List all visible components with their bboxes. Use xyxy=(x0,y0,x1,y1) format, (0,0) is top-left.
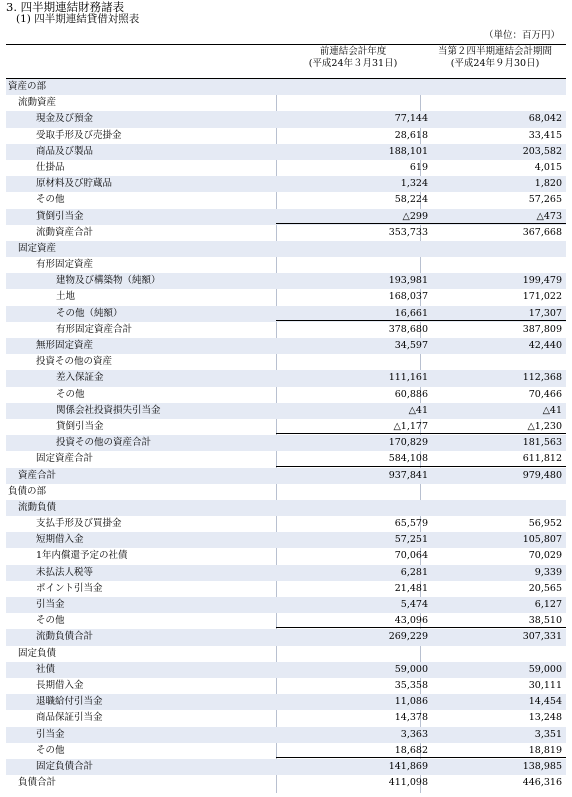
current-quarter-value: 307,331 xyxy=(522,631,562,643)
prior-year-value: 5,474 xyxy=(400,599,428,610)
row-label: 有形固定資産合計 xyxy=(56,323,133,335)
table-row xyxy=(6,322,566,338)
row-label: 関係会社投資損失引当金 xyxy=(56,404,161,416)
table-top-rule xyxy=(6,44,566,45)
table-row xyxy=(6,743,566,759)
table-row xyxy=(6,128,566,144)
table-row xyxy=(6,370,566,386)
row-label: 仕掛品 xyxy=(36,161,65,173)
current-quarter-value: △41 xyxy=(542,404,562,416)
table-row xyxy=(6,111,566,127)
prior-year-value: 269,229 xyxy=(388,631,428,643)
table-row xyxy=(6,532,566,548)
column-header-prior-year-line2: (平成24年３月31日) xyxy=(308,58,398,69)
subtotal-rule xyxy=(276,223,426,224)
prior-year-value: 3,363 xyxy=(400,728,428,740)
row-label: 投資その他の資産 xyxy=(36,356,113,368)
prior-year-value: 60,886 xyxy=(394,388,428,400)
current-quarter-value: 979,480 xyxy=(522,469,562,481)
row-label: 長期借入金 xyxy=(36,679,84,691)
current-quarter-value: 6,127 xyxy=(534,599,562,610)
table-row xyxy=(6,468,566,484)
row-label: 引当金 xyxy=(36,599,65,610)
table-row xyxy=(6,565,566,581)
current-quarter-value: 367,668 xyxy=(522,226,562,238)
table-row xyxy=(6,354,566,370)
prior-year-value: 70,064 xyxy=(394,550,428,562)
table-row xyxy=(6,581,566,597)
row-label: 土地 xyxy=(56,291,76,303)
prior-year-value: 937,841 xyxy=(388,469,428,481)
current-quarter-value: 17,307 xyxy=(528,307,562,319)
row-label: 資産の部 xyxy=(8,81,47,92)
table-row xyxy=(6,548,566,564)
prior-year-value: 43,096 xyxy=(394,615,428,627)
current-quarter-value: 3,351 xyxy=(534,728,562,740)
row-label: 無形固定資産 xyxy=(36,340,94,351)
balance-sheet-table xyxy=(6,79,566,791)
prior-year-value: 584,108 xyxy=(388,453,428,465)
prior-year-value: 188,101 xyxy=(388,145,428,157)
subtotal-rule xyxy=(276,757,426,758)
current-quarter-value: 70,029 xyxy=(528,550,562,562)
table-row xyxy=(6,646,566,662)
row-label: その他 xyxy=(36,744,65,756)
row-label: 負債の部 xyxy=(8,485,47,497)
current-quarter-value: 171,022 xyxy=(522,291,562,303)
table-row xyxy=(6,306,566,322)
current-quarter-value: 14,454 xyxy=(528,696,562,708)
table-row xyxy=(6,629,566,645)
prior-year-value: 58,224 xyxy=(394,194,428,206)
table-row xyxy=(6,419,566,435)
subtotal-rule xyxy=(276,627,426,628)
row-label: その他 xyxy=(36,615,65,627)
row-label: 負債合計 xyxy=(18,777,57,789)
subtotal-rule xyxy=(420,627,566,628)
row-label: 商品保証引当金 xyxy=(36,712,103,724)
subsection-title: (1) 四半期連結貸借対照表 xyxy=(16,13,140,25)
row-label: 有形固定資産 xyxy=(36,259,94,271)
current-quarter-value: 33,415 xyxy=(528,129,562,141)
subtotal-rule xyxy=(276,466,426,467)
subtotal-rule xyxy=(276,320,426,321)
row-label: 支払手形及び買掛金 xyxy=(36,518,122,530)
row-label: その他（純額） xyxy=(56,307,123,319)
row-label: 資産合計 xyxy=(18,469,57,481)
column-header-current-quarter xyxy=(420,46,570,70)
subtotal-rule xyxy=(420,433,566,434)
table-row xyxy=(6,662,566,678)
prior-year-value: 35,358 xyxy=(394,679,428,691)
row-label: 貸倒引当金 xyxy=(56,420,104,432)
subtotal-rule xyxy=(276,433,426,434)
row-label: その他 xyxy=(36,194,65,206)
prior-year-value: 14,378 xyxy=(394,712,428,724)
prior-year-value: 111,161 xyxy=(388,372,428,384)
prior-year-value: 6,281 xyxy=(400,566,428,578)
prior-year-value: 77,144 xyxy=(394,113,428,125)
table-row xyxy=(6,95,566,111)
row-label: ポイント引当金 xyxy=(36,582,103,594)
table-row xyxy=(6,451,566,467)
section-title: 3. 四半期連結財務諸表 xyxy=(6,0,125,14)
table-row xyxy=(6,435,566,451)
table-row xyxy=(6,597,566,613)
prior-year-value: 378,680 xyxy=(388,323,428,335)
prior-year-value: △41 xyxy=(408,404,428,416)
current-quarter-value: 181,563 xyxy=(522,437,562,449)
row-label: 受取手形及び売掛金 xyxy=(36,129,122,141)
prior-year-value: 170,829 xyxy=(388,437,428,449)
table-row xyxy=(6,759,566,775)
prior-year-value: 57,251 xyxy=(394,534,428,546)
row-label: 流動負債 xyxy=(18,501,57,513)
prior-year-value: 619 xyxy=(409,161,428,173)
row-label: 貸倒引当金 xyxy=(36,210,84,222)
table-row xyxy=(6,775,566,791)
table-row xyxy=(6,241,566,257)
current-quarter-value: 68,042 xyxy=(528,113,562,125)
prior-year-value: 34,597 xyxy=(394,340,428,351)
row-label: 固定負債合計 xyxy=(36,760,94,772)
row-label: 固定負債 xyxy=(18,647,57,659)
prior-year-value: 11,086 xyxy=(394,696,428,708)
row-label: 流動負債合計 xyxy=(36,631,94,643)
subtotal-rule xyxy=(420,466,566,467)
current-quarter-value: 199,479 xyxy=(522,275,562,287)
current-quarter-value: 30,111 xyxy=(528,679,562,691)
current-quarter-value: 105,807 xyxy=(522,534,562,546)
row-label: その他 xyxy=(56,388,85,400)
table-row xyxy=(6,338,566,354)
prior-year-value: △1,177 xyxy=(393,420,428,432)
table-row xyxy=(6,192,566,208)
row-label: 退職給付引当金 xyxy=(36,696,103,708)
current-quarter-value: 70,466 xyxy=(528,388,562,400)
table-row xyxy=(6,387,566,403)
row-label: 差入保証金 xyxy=(56,372,104,384)
unit-label: （単位：百万円） xyxy=(483,30,560,41)
table-row xyxy=(6,79,566,95)
current-quarter-value: 203,582 xyxy=(522,145,562,157)
current-quarter-value: 9,339 xyxy=(534,566,562,578)
row-label: 1年内償還予定の社債 xyxy=(36,550,128,562)
prior-year-value: 141,869 xyxy=(388,760,428,772)
table-row xyxy=(6,257,566,273)
prior-year-value: 193,981 xyxy=(388,275,428,287)
subtotal-rule xyxy=(420,223,566,224)
table-row xyxy=(6,160,566,176)
subtotal-rule xyxy=(420,757,566,758)
table-row xyxy=(6,484,566,500)
current-quarter-value: 4,015 xyxy=(534,161,562,173)
table-row xyxy=(6,144,566,160)
current-quarter-value: △1,230 xyxy=(527,420,562,432)
row-label: 短期借入金 xyxy=(36,534,84,546)
table-row xyxy=(6,403,566,419)
current-quarter-value: 446,316 xyxy=(522,777,562,789)
table-row xyxy=(6,273,566,289)
row-label: 商品及び製品 xyxy=(36,145,94,157)
prior-year-value: 59,000 xyxy=(394,663,428,675)
row-label: 固定資産 xyxy=(18,242,57,254)
prior-year-value: 18,682 xyxy=(394,744,428,756)
current-quarter-value: 38,510 xyxy=(528,615,562,627)
table-row xyxy=(6,289,566,305)
current-quarter-value: 1,820 xyxy=(534,178,562,190)
current-quarter-value: △473 xyxy=(536,210,562,222)
table-row xyxy=(6,209,566,225)
current-quarter-value: 20,565 xyxy=(528,582,562,594)
current-quarter-value: 13,248 xyxy=(528,712,562,724)
current-quarter-value: 611,812 xyxy=(522,453,562,465)
table-row xyxy=(6,225,566,241)
table-row xyxy=(6,500,566,516)
subtotal-rule xyxy=(420,320,566,321)
column-header-current-quarter-line1: 当第２四半期連結会計期間 xyxy=(437,46,552,57)
row-label: 建物及び構築物（純額） xyxy=(56,275,161,287)
prior-year-value: 1,324 xyxy=(400,178,428,190)
current-quarter-value: 42,440 xyxy=(528,340,562,351)
current-quarter-value: 112,368 xyxy=(522,372,562,384)
table-row xyxy=(6,176,566,192)
prior-year-value: 411,098 xyxy=(388,777,428,789)
prior-year-value: 65,579 xyxy=(394,518,428,530)
table-row xyxy=(6,694,566,710)
current-quarter-value: 138,985 xyxy=(522,760,562,772)
row-label: 投資その他の資産合計 xyxy=(56,437,152,449)
row-label: 社債 xyxy=(36,663,56,675)
row-label: 流動資産 xyxy=(18,97,57,109)
current-quarter-value: 59,000 xyxy=(528,663,562,675)
row-label: 引当金 xyxy=(36,728,65,740)
prior-year-value: 28,618 xyxy=(394,129,428,141)
table-row xyxy=(6,710,566,726)
column-header-current-quarter-line2: (平成24年９月30日) xyxy=(450,58,540,69)
column-header-prior-year-line1: 前連結会計年度 xyxy=(319,46,387,57)
row-label: 原材料及び貯蔵品 xyxy=(36,178,113,190)
prior-year-value: 21,481 xyxy=(394,582,428,594)
prior-year-value: 168,037 xyxy=(388,291,428,303)
prior-year-value: 353,733 xyxy=(388,226,428,238)
prior-year-value: △299 xyxy=(402,210,428,222)
table-row xyxy=(6,727,566,743)
column-header-prior-year xyxy=(278,46,428,70)
prior-year-value: 16,661 xyxy=(394,307,428,319)
table-row xyxy=(6,516,566,532)
current-quarter-value: 57,265 xyxy=(528,194,562,206)
row-label: 現金及び預金 xyxy=(36,113,94,125)
row-label: 固定資産合計 xyxy=(36,453,94,465)
current-quarter-value: 18,819 xyxy=(528,744,562,756)
current-quarter-value: 387,809 xyxy=(522,323,562,335)
table-row xyxy=(6,613,566,629)
row-label: 流動資産合計 xyxy=(36,226,94,238)
current-quarter-value: 56,952 xyxy=(528,518,562,530)
table-row xyxy=(6,678,566,694)
row-label: 未払法人税等 xyxy=(36,566,94,578)
